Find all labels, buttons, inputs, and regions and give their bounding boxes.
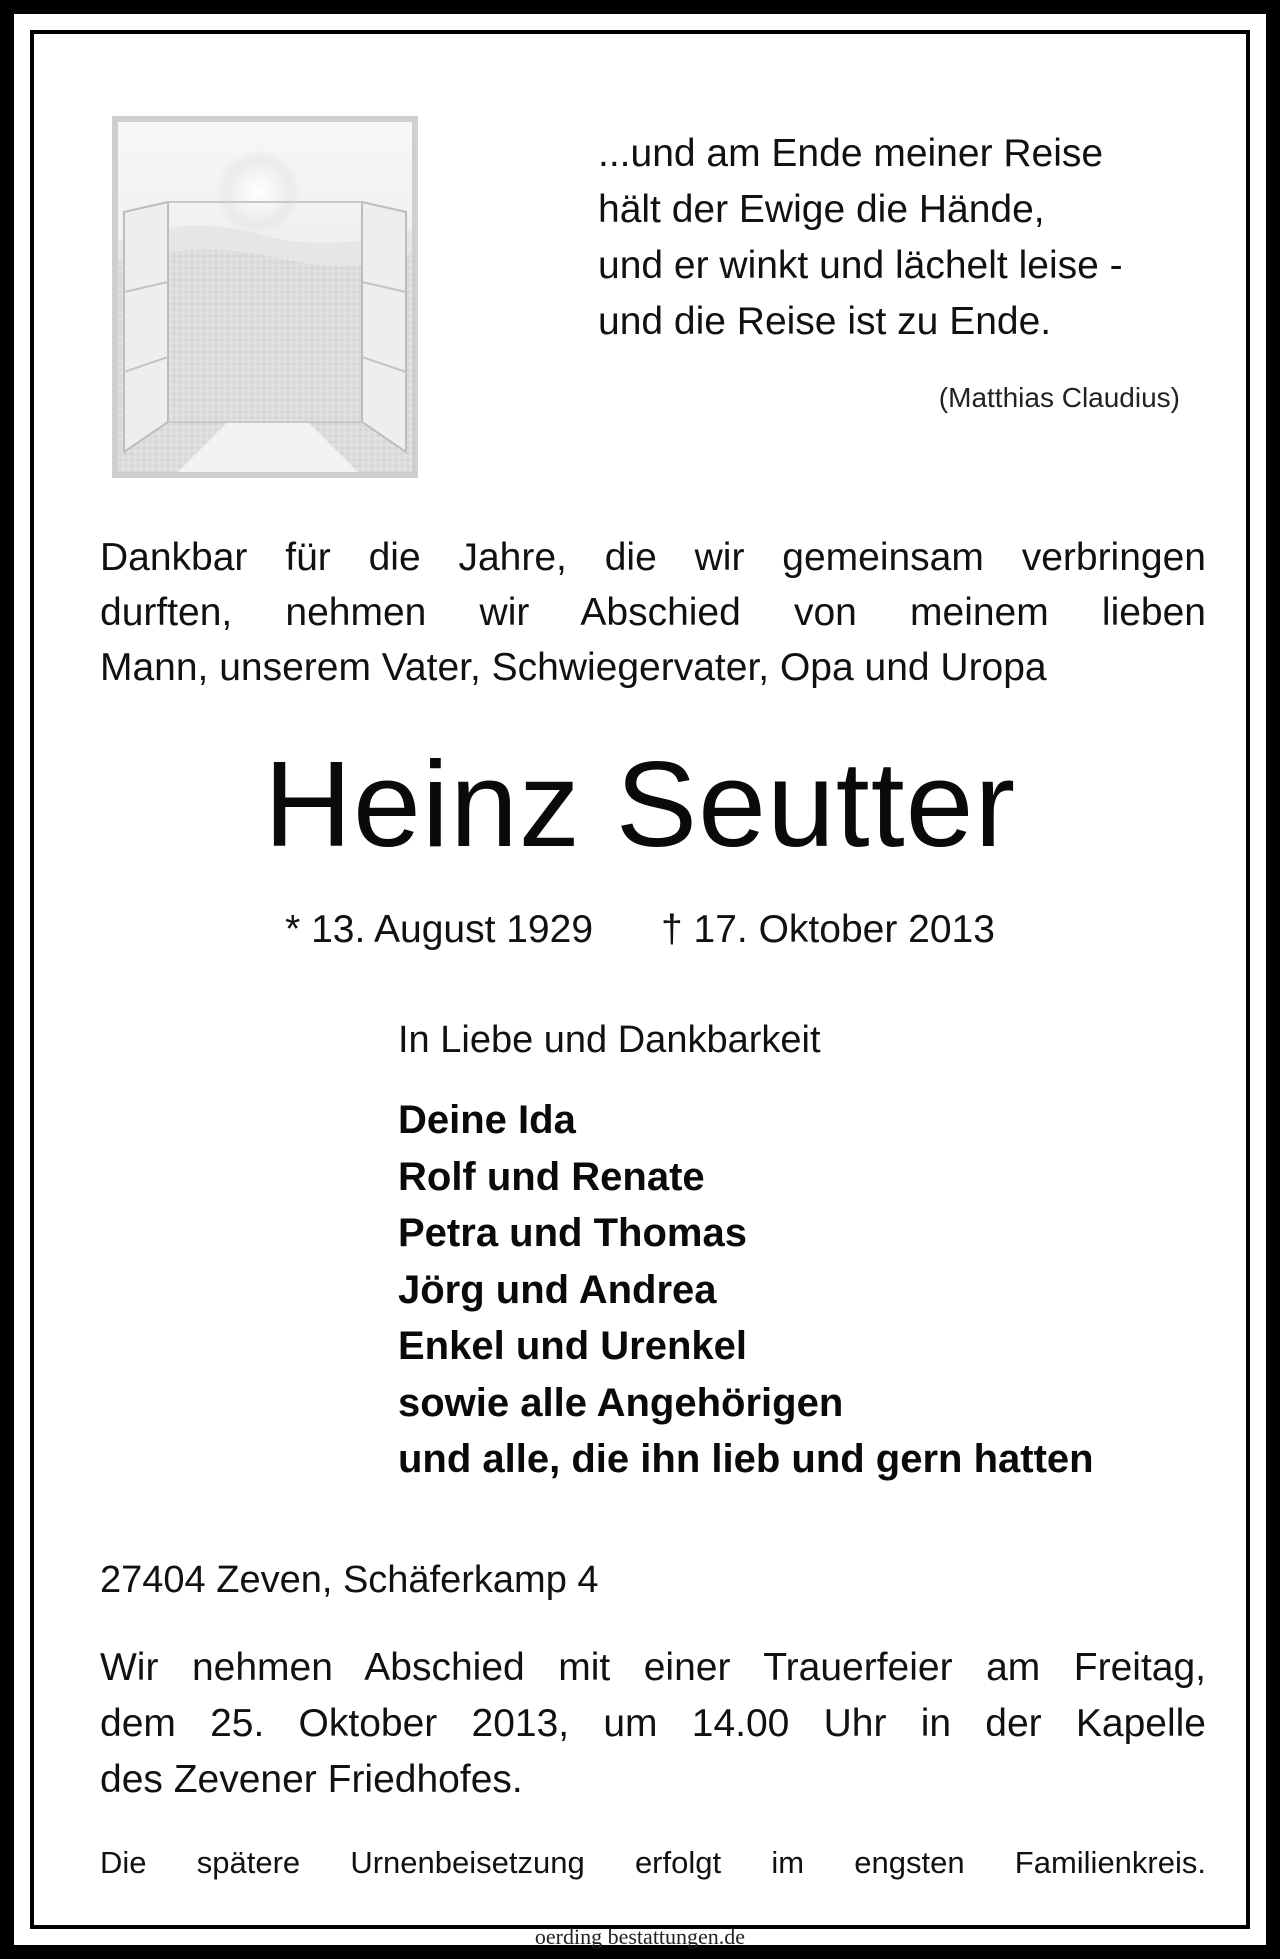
window-sunset-illustration [112,116,418,478]
dedication-text: In Liebe und Dankbarkeit [398,1019,821,1061]
ceremony-line: Wir nehmen Abschied mit einer Trauerfeier am Freitag, [100,1646,1206,1689]
mourner-name: Rolf und Renate [398,1154,705,1199]
mourner-name: Jörg und Andrea [398,1267,717,1312]
quote-line: und die Reise ist zu Ende. [598,300,1052,343]
quote-line: ...und am Ende meiner Reise [598,132,1104,175]
quote-line: hält der Ewige die Hände, [598,188,1045,231]
notice-outer-frame [14,14,1266,1949]
family-address: 27404 Zeven, Schäferkamp 4 [100,1559,599,1601]
quote-author: (Matthias Claudius) [938,382,1180,413]
quote-poem [598,126,1238,350]
intro-text [100,530,1206,695]
mourner-name: Petra und Thomas [398,1211,747,1255]
mourner-name: Deine Ida [398,1098,576,1142]
intro-line: Dankbar für die Jahre, die wir gemeinsam verbringen [100,536,1206,579]
life-dates [34,902,1246,958]
obituary-notice [30,30,1250,1949]
intro-line: durften, nehmen wir Abschied von meinem lieben [100,591,1206,634]
intro-line: Mann, unserem Vater, Schwiegervater, Opa und Uropa [100,646,1047,689]
mourner-name: Enkel und Urenkel [398,1324,747,1368]
birth-date: * 13. August 1929 [285,908,594,951]
mourner-name: und alle, die ihn lieb und gern hatten [398,1437,1094,1481]
ceremony-line: des Zevener Friedhofes. [100,1758,523,1801]
ceremony-line: dem 25. Oktober 2013, um 14.00 Uhr in der Kapelle [100,1702,1206,1745]
deceased-name: Heinz Seutter [263,736,1017,872]
mourners-list [398,1092,1094,1488]
death-date: † 17. Oktober 2013 [661,908,995,951]
funeral-home-credit: oerding bestattungen.de [534,1924,746,1949]
mourner-name: sowie alle Angehörigen [398,1380,844,1425]
open-window-image [118,122,412,472]
quote-line: und er winkt und lächelt leise - [598,244,1123,287]
urn-burial-note: Die spätere Urnenbeisetzung erfolgt im engsten Familienkreis. [100,1845,1206,1880]
ceremony-text [100,1640,1206,1808]
